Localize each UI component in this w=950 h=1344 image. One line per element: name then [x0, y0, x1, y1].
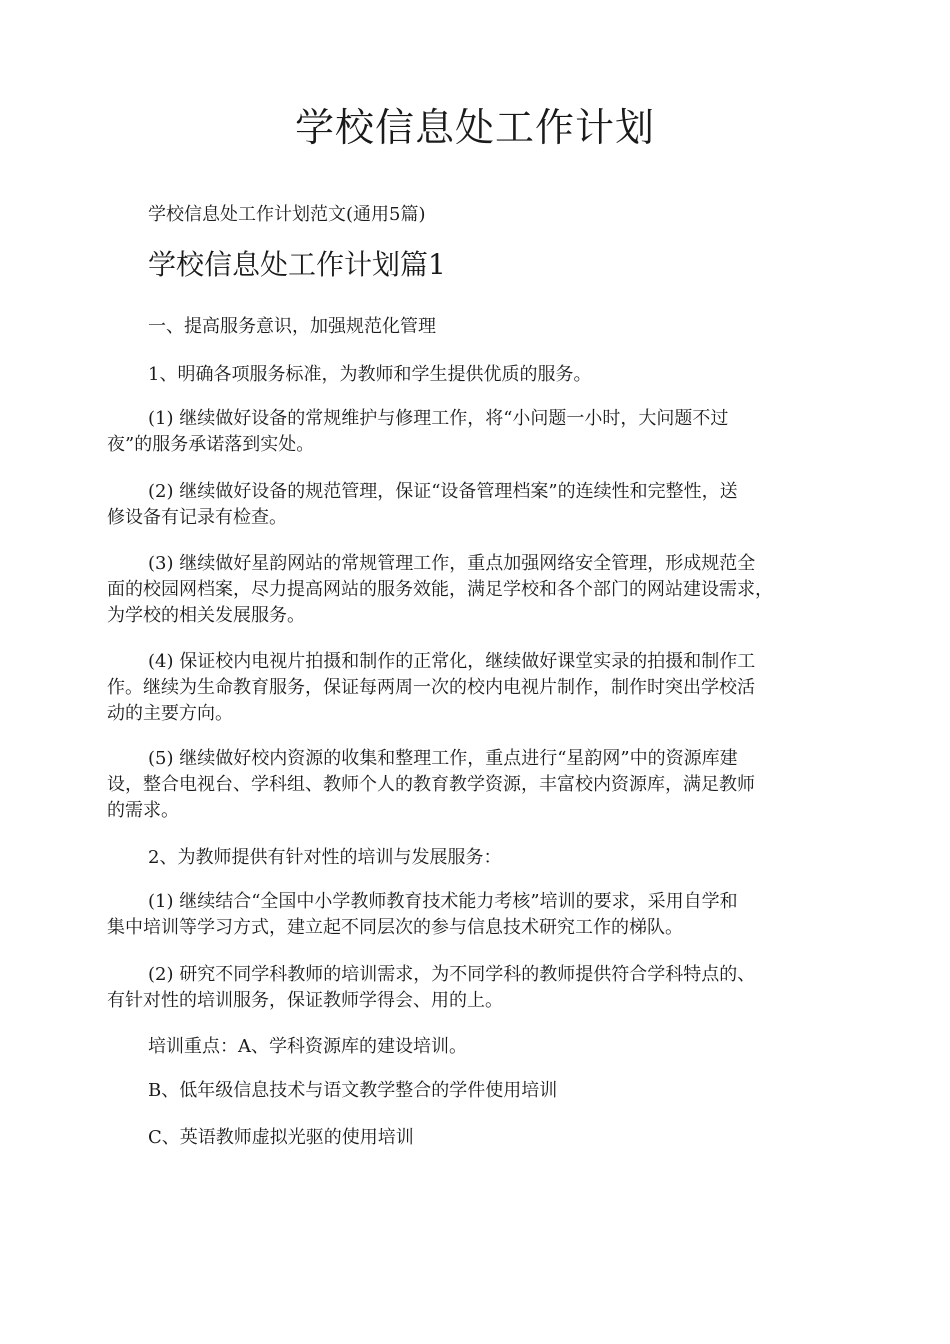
paragraph-line: 设，整合电视台、学科组、教师个人的教育教学资源，丰富校内资源库，满足教师 [107, 774, 755, 795]
paragraph-line: 有针对性的培训服务，保证教师学得会、用的上。 [107, 990, 503, 1011]
paragraph [107, 1078, 849, 1104]
document-subtitle: 学校信息处工作计划范文(通用5篇) [148, 204, 426, 225]
section-heading: 学校信息处工作计划篇1 [148, 248, 446, 281]
paragraph-line: (3) 继续做好星韵网站的常规管理工作，重点加强网络安全管理，形成规范全 [148, 553, 756, 574]
paragraph [107, 845, 849, 871]
paragraph [107, 889, 849, 941]
paragraph-line: (1) 继续做好设备的常规维护与修理工作，将“小问题一小时，大问题不过 [148, 408, 729, 429]
paragraph [107, 362, 849, 388]
paragraph [107, 314, 849, 340]
paragraph-line: (4) 保证校内电视片拍摄和制作的正常化，继续做好课堂实录的拍摄和制作工 [148, 651, 756, 672]
paragraph-line: 夜”的服务承诺落到实处。 [107, 434, 315, 455]
paragraph-line: 面的校园网档案，尽力提高网站的服务效能，满足学校和各个部门的网站建设需求， [107, 579, 773, 600]
paragraph-line: C、英语教师虚拟光驱的使用培训 [148, 1127, 414, 1148]
paragraph-line: 为学校的相关发展服务。 [107, 605, 305, 626]
paragraph [107, 649, 849, 727]
paragraph-line: 1、明确各项服务标准，为教师和学生提供优质的服务。 [148, 364, 592, 385]
paragraph [107, 1034, 849, 1060]
paragraph-line: (2) 研究不同学科教师的培训需求，为不同学科的教师提供符合学科特点的、 [148, 964, 756, 985]
paragraph-line: 动的主要方向。 [107, 703, 233, 724]
paragraph [107, 406, 849, 458]
paragraph [107, 746, 849, 824]
paragraph-line: 修设备有记录有检查。 [107, 507, 287, 528]
paragraph-line: B、低年级信息技术与语文教学整合的学件使用培训 [148, 1080, 558, 1101]
paragraph [107, 962, 849, 1014]
paragraph-line: (1) 继续结合“全国中小学教师教育技术能力考核”培训的要求，采用自学和 [148, 891, 738, 912]
paragraph [107, 1125, 849, 1151]
paragraph-line: 集中培训等学习方式，建立起不同层次的参与信息技术研究工作的梯队。 [107, 917, 683, 938]
paragraph-line: 一、提高服务意识，加强规范化管理 [148, 316, 436, 337]
paragraph-line: 作。继续为生命教育服务，保证每两周一次的校内电视片制作，制作时突出学校活 [107, 677, 755, 698]
paragraph-line: (2) 继续做好设备的规范管理，保证“设备管理档案”的连续性和完整性，送 [148, 481, 738, 502]
document-title: 学校信息处工作计划 [294, 106, 655, 151]
paragraph [107, 479, 849, 531]
paragraph [107, 551, 849, 629]
paragraph-line: (5) 继续做好校内资源的收集和整理工作，重点进行“星韵网”中的资源库建 [148, 748, 738, 769]
paragraph-line: 培训重点：A、学科资源库的建设培训。 [148, 1036, 467, 1057]
paragraph-line: 2、为教师提供有针对性的培训与发展服务： [148, 847, 502, 868]
paragraph-line: 的需求。 [107, 800, 179, 821]
